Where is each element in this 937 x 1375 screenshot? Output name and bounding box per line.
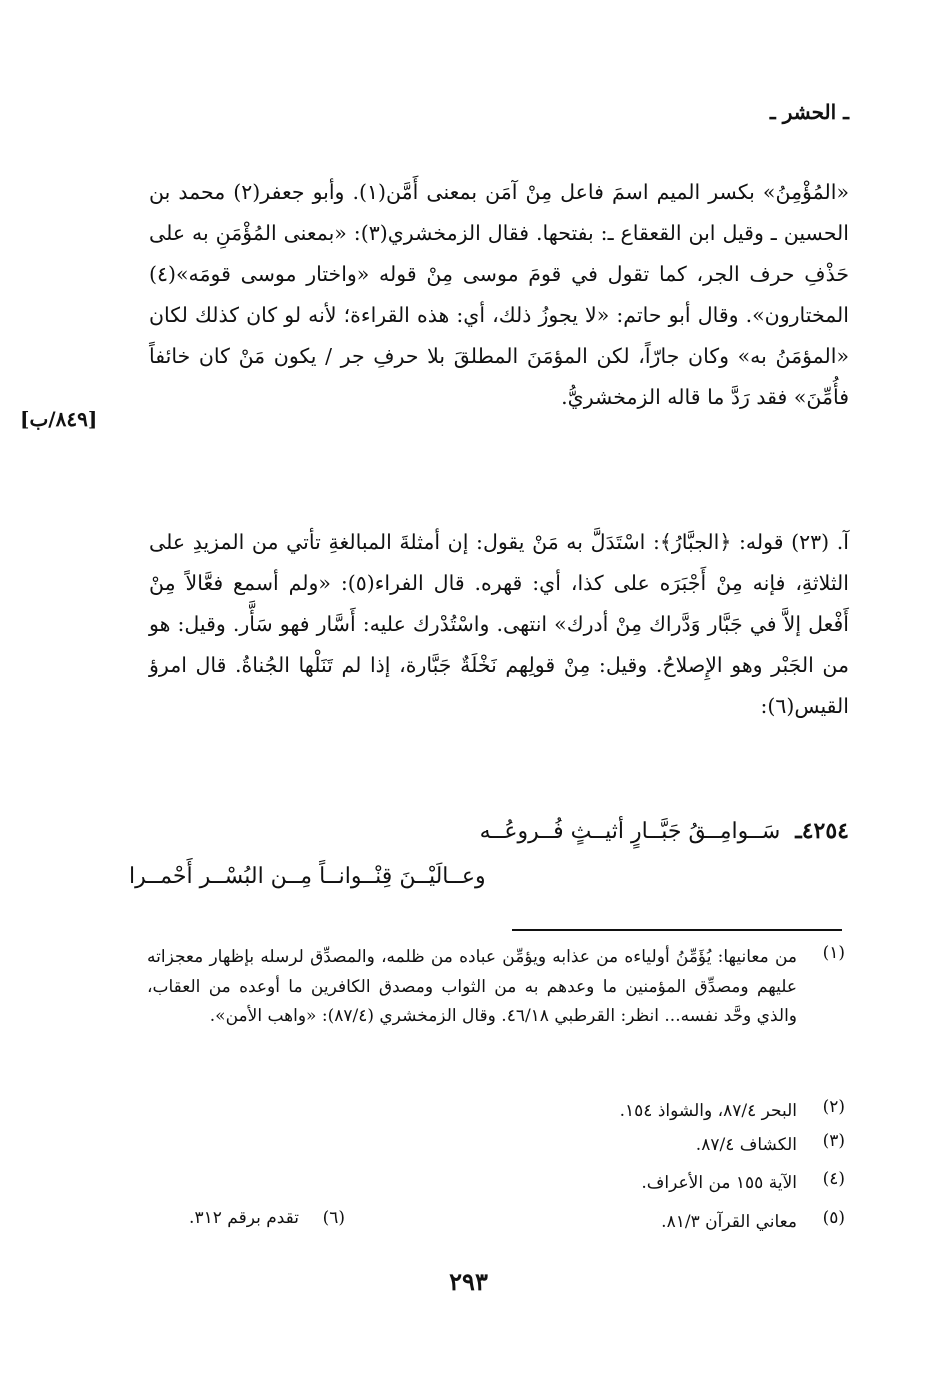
footnote-item: [145, 1097, 845, 1129]
footnote-number: (١): [822, 943, 845, 963]
verse-number: ٤٢٥٤ـ: [795, 818, 849, 844]
paragraph-aljabbar: آ. (٢٣) قوله: ﴿الجبَّارُ﴾: اسْتَدَلَّ به مَنْ يقول: إن أمثلةَ المبالغةِ تأتي من المزيدِ على الثلاثةِ، فإنه مِنْ أَجْبَرَه على كذا، أي: قهره. قال الفراء(٥): «ولم أسمع فعَّالاً مِنْ أَفْعل إلاَّ في جَبَّار وَدَّراك مِنْ أدرك» انتهى. واسْتُدْرك عليه: أَسَّار فهو سَأَّر. وقيل: هو من الجَبْر وهو الإِصلاحُ. وقيل: مِنْ قولِهم نَخْلَةٌ جَبَّارة، إذا لم تَنَلْها الجُناةُ. قال امرؤ القيس(٦):: [149, 530, 849, 718]
footnote-item: [145, 943, 845, 1093]
footnote-number: (٦): [322, 1208, 345, 1228]
verse-second-hemistich: وعــالَيْــنَ قِنْــوانــاً مِــن البُسْــر أَحْمــرا: [129, 864, 486, 889]
footnote-item: [145, 1131, 845, 1163]
footnote-number: (٤): [822, 1169, 845, 1189]
verse-line-1-text: سَــوامِــقُ جَبَّــارٍ أثيــثٍ فُــروعُــه: [479, 819, 781, 844]
footnote-number: (٥): [822, 1208, 845, 1228]
footnote-separator: [512, 929, 842, 931]
footnote-item: [585, 1208, 845, 1240]
footnote-text: الآية ١٥٥ من الأعراف.: [641, 1173, 797, 1193]
manuscript-folio-reference: [٨٤٩/ب]: [20, 407, 98, 431]
page-number: ٢٩٣: [449, 1267, 488, 1296]
footnote-text: البحر ٨٧/٤، والشواذ ١٥٤.: [619, 1101, 797, 1121]
footnote-text: من معانيها: يُؤَمِّنُ أولياءه من عذابه ويؤمِّن عباده من ظلمه، والمصدِّق لرسله بإظهار معجزاته عليهم ومصدِّق المؤمنين ما وعدهم به من الثواب ومصدق الكافرين ما أوعده من العقاب، والذي وحَّد نفسه... انظر: القرطبي ٤٦/١٨. وقال الزمخشري (٨٧/٤): «واهب الأمن».: [147, 947, 797, 1026]
paragraph-almumin: «المُؤْمِنُ» بكسر الميم اسمَ فاعل مِنْ آمَن بمعنى أَمَّن(١). وأبو جعفر(٢) محمد بن الحسين ـ وقيل ابن القعقاع ـ: بفتحها. فقال الزمخشري(٣): «بمعنى المُؤْمَنِ به على حَذْفِ حرف الجر، كما تقول في قومَ موسى مِنْ قوله «واختار موسى قومَه»(٤) المختارون». وقال أبو حاتم: «لا يجوزُ ذلك، أي: هذه القراءة؛ لأنه لو كان كذلك لكان «المؤمَنُ به» وكان جارّاً، لكن المؤمَنَ المطلقَ بلا حرفِ جر / يكون مَنْ كان خائفاً فأُمِّنَ» فقد رَدَّ ما قاله الزمخشريُّ.: [149, 180, 849, 409]
running-header: ـ الحشر ـ: [769, 100, 849, 124]
verse-first-hemistich: [480, 818, 849, 844]
footnote-item: [145, 1169, 845, 1201]
footnote-text: الكشاف ٨٧/٤.: [695, 1135, 797, 1155]
footnote-text: معاني القرآن ٨١/٣.: [661, 1212, 797, 1232]
poetry-verse: [129, 818, 849, 908]
footnote-number: (٢): [822, 1097, 845, 1117]
footnote-number: (٣): [822, 1131, 845, 1151]
footnote-item: [145, 1208, 345, 1240]
footnote-text: تقدم برقم ٣١٢.: [189, 1208, 299, 1228]
